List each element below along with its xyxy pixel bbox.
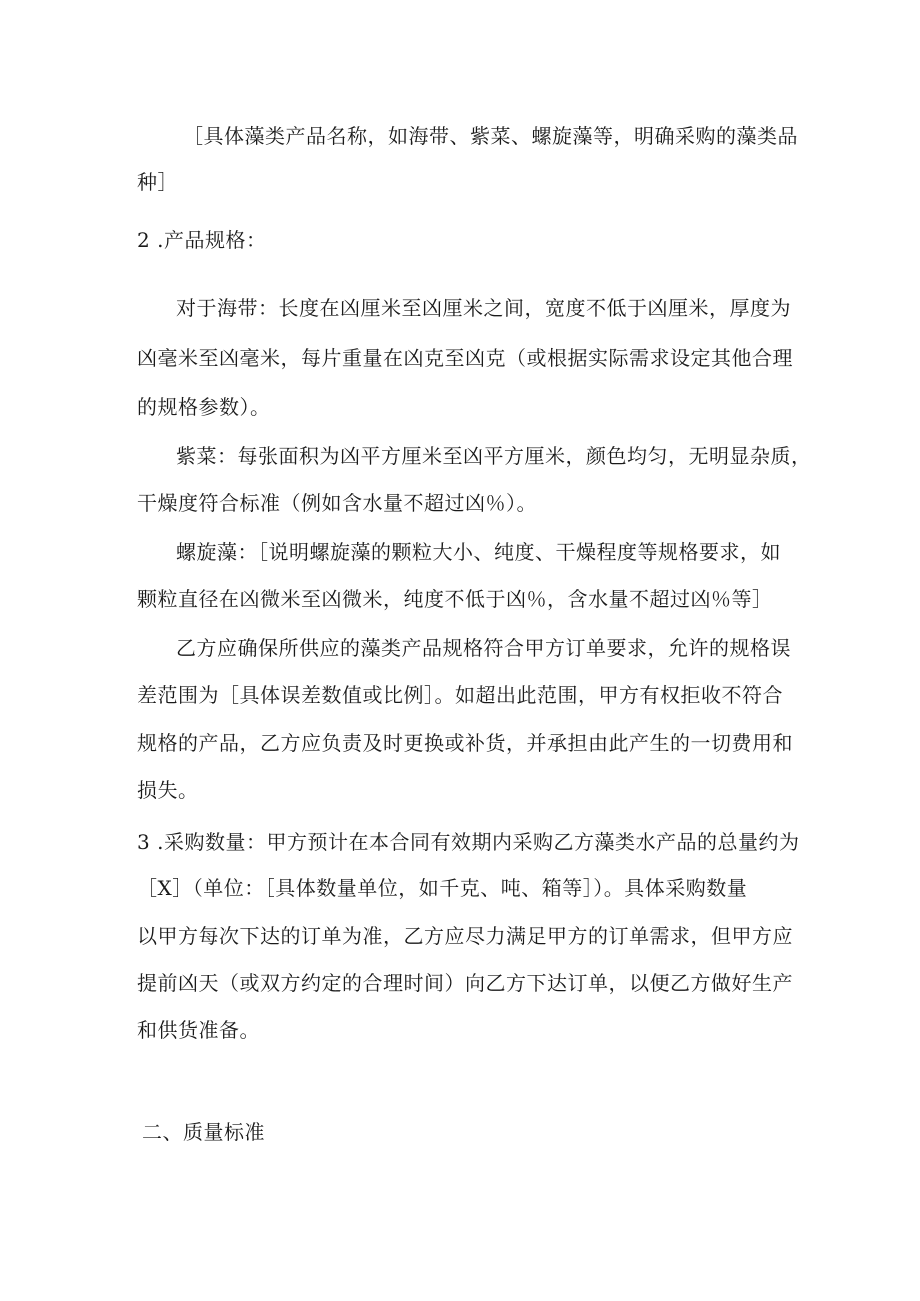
item-2-heading: 2 .产品规格： xyxy=(137,228,267,252)
item-3-line-1: 3 .采购数量：甲方预计在本合同有效期内采购乙方藻类水产品的总量约为 xyxy=(137,830,800,854)
section-2-heading: 二、质量标准 xyxy=(142,1120,265,1144)
tolerance-line-4: 损失。 xyxy=(137,778,199,802)
kelp-spec-line-2: 凶毫米至凶毫米，每片重量在凶克至凶克（或根据实际需求设定其他合理 xyxy=(137,346,793,370)
laver-spec-line-1: 紫菜：每张面积为凶平方厘米至凶平方厘米，颜色均匀，无明显杂质， xyxy=(176,444,812,468)
tolerance-line-2: 差范围为［具体误差数值或比例］。如超出此范围，甲方有权拒收不符合 xyxy=(137,683,783,707)
item-3-line-3: 以甲方每次下达的订单为准，乙方应尽力满足甲方的订单需求，但甲方应 xyxy=(137,924,793,948)
product-placeholder-line-1: ［具体藻类产品名称，如海带、紫菜、螺旋藻等，明确采购的藻类品 xyxy=(183,124,798,148)
item-3-line-4: 提前凶天（或双方约定的合理时间）向乙方下达订单，以便乙方做好生产 xyxy=(137,971,793,995)
kelp-spec-line-1: 对于海带：长度在凶厘米至凶厘米之间，宽度不低于凶厘米，厚度为 xyxy=(176,296,791,320)
spirulina-spec-line-2: 颗粒直径在凶微米至凶微米，纯度不低于凶％，含水量不超过凶％等］ xyxy=(137,587,773,611)
item-3-line-2: ［X］（单位：［具体数量单位，如千克、吨、箱等］）。具体采购数量 xyxy=(137,876,748,900)
product-placeholder-line-2: 种］ xyxy=(137,170,178,194)
laver-spec-line-2: 干燥度符合标准（例如含水量不超过凶％）。 xyxy=(137,491,537,515)
spirulina-spec-line-1: 螺旋藻：［说明螺旋藻的颗粒大小、纯度、干燥程度等规格要求，如 xyxy=(176,540,781,564)
tolerance-line-3: 规格的产品，乙方应负责及时更换或补货，并承担由此产生的一切费用和 xyxy=(137,731,793,755)
kelp-spec-line-3: 的规格参数）。 xyxy=(137,395,271,419)
item-3-line-5: 和供货准备。 xyxy=(137,1018,260,1042)
tolerance-line-1: 乙方应确保所供应的藻类产品规格符合甲方订单要求，允许的规格误 xyxy=(176,636,791,660)
